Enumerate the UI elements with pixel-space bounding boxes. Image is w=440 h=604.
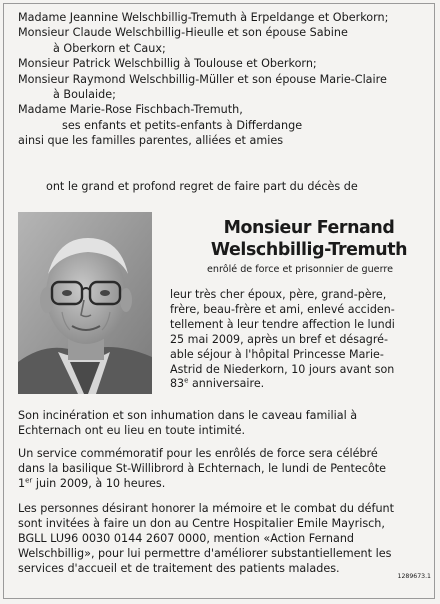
memorial-service-line: dans la basilique St-Willibrord à Echternach, le lundi de Pentecôte	[18, 462, 387, 475]
family-member-line: ses enfants et petits-enfants à Differdange	[62, 118, 303, 132]
donation-line: Welschbillig», pour lui permettre d'améliorer substantiellement les	[18, 547, 392, 560]
portrait-photo	[18, 212, 152, 394]
biography-line: Astrid de Niederkorn, 10 jours avant son	[170, 362, 395, 376]
family-member-line: Monsieur Raymond Welschbillig-Müller et son épouse Marie-Claire	[18, 72, 387, 86]
service-day: 1	[18, 477, 26, 490]
funeral-paragraph	[18, 408, 428, 438]
donation-line: BGLL LU96 0030 0144 2607 0000, mention «Action Fernand	[18, 532, 355, 545]
family-member-line: Madame Marie-Rose Fischbach-Tremuth,	[18, 103, 243, 117]
biography-lines	[170, 288, 426, 377]
funeral-line: Echternach ont eu lieu en toute intimité.	[18, 424, 246, 437]
age-rest: anniversaire.	[188, 377, 265, 391]
family-list	[18, 10, 428, 149]
donation-line: sont invitées à faire un don au Centre Hospitalier Emile Mayrisch,	[18, 517, 385, 530]
biography-line: 25 mai 2009, après un bref et désagré-	[170, 332, 388, 346]
biography-text	[170, 288, 426, 392]
family-member-line: ainsi que les familles parentes, alliées et amies	[18, 134, 284, 148]
family-member-line: Monsieur Claude Welschbillig-Hieulle et son épouse Sabine	[18, 26, 348, 40]
service-day-ordinal: er	[25, 476, 33, 485]
deceased-subtitle: enrôlé de force et prisonnier de guerre	[207, 264, 393, 275]
family-member-line: Monsieur Patrick Welschbillig à Toulouse et Oberkorn;	[18, 57, 317, 71]
family-member-line: à Boulaide;	[53, 88, 116, 102]
memorial-service-paragraph	[18, 446, 428, 491]
family-member-line: Madame Jeannine Welschbillig-Tremuth à Erpeldange et Oberkorn;	[18, 11, 389, 24]
portrait-image	[18, 212, 152, 394]
donation-line: Les personnes désirant honorer la mémoire et le combat du défunt	[18, 502, 395, 515]
deceased-name	[196, 217, 422, 261]
memorial-service-line: Un service commémoratif pour les enrôlés de force sera célébré	[18, 447, 378, 460]
memorial-service-last-line	[18, 476, 428, 491]
deceased-name-line2: Welschbillig-Tremuth	[210, 240, 408, 260]
biography-line: able séjour à l'hôpital Princesse Marie-	[170, 347, 384, 361]
age-number: 83	[170, 377, 185, 391]
biography-line: leur très cher époux, père, grand-père,	[170, 288, 387, 301]
biography-line: frère, beau-frère et ami, enlevé acciden-	[170, 302, 395, 316]
biography-last-line	[170, 377, 426, 392]
family-member-line: à Oberkorn et Caux;	[53, 41, 166, 55]
deceased-name-line1: Monsieur Fernand	[223, 218, 395, 238]
service-date-rest: juin 2009, à 10 heures.	[32, 477, 166, 490]
donation-line: services d'accueil et de traitement des patients malades.	[18, 562, 340, 575]
reference-number: 1289673.1	[397, 573, 431, 580]
biography-line: tellement à leur tendre affection le lundi	[170, 317, 395, 331]
donation-paragraph	[18, 501, 428, 576]
memorial-service-lines	[18, 446, 428, 476]
announcement-line: ont le grand et profond regret de faire part du décès de	[46, 180, 358, 193]
age-ordinal: e	[184, 376, 189, 385]
funeral-line: Son incinération et son inhumation dans le caveau familial à	[18, 409, 358, 422]
